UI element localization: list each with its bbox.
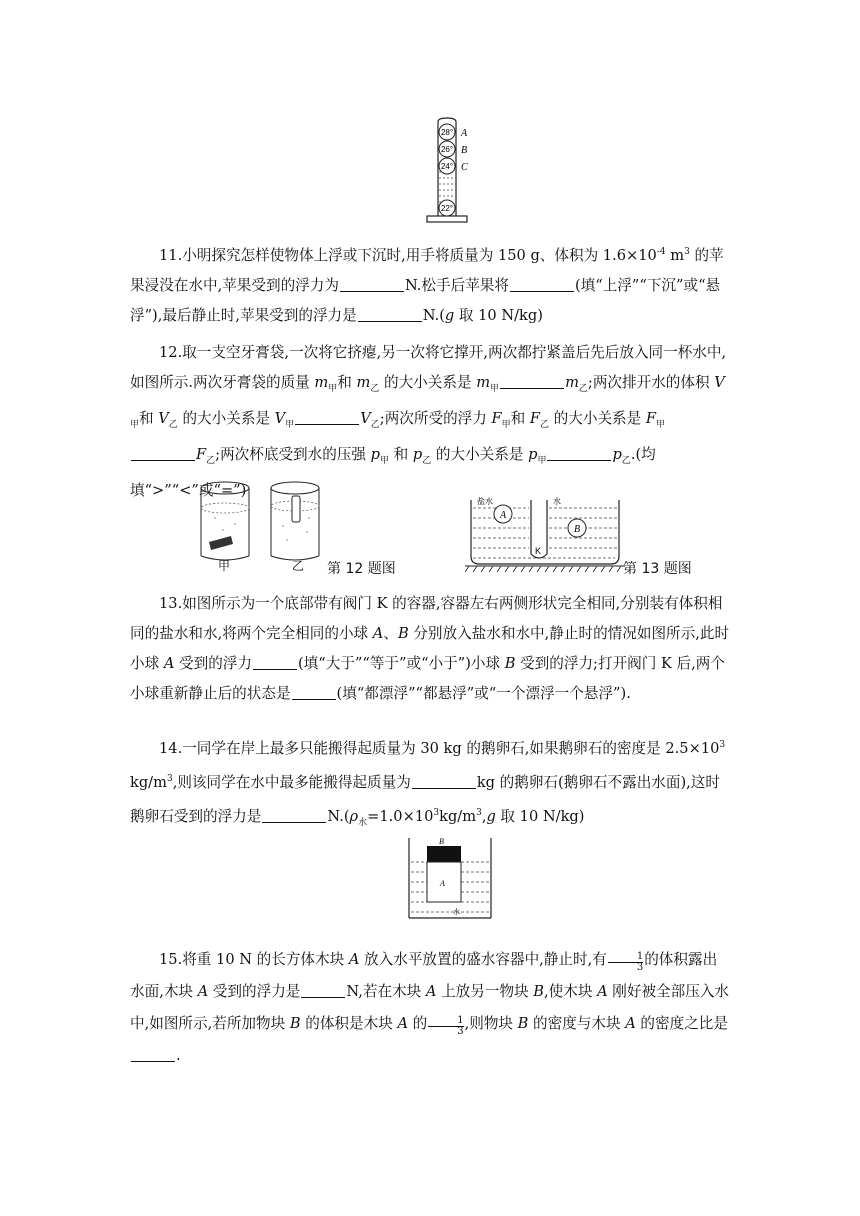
question-12: 12.取一支空牙膏袋,一次将它挤瘪,另一次将它撑开,两次都拧紧盖后先后放入同一杯水中,如图所示.两次牙膏袋的质量 $m_甲$和 $m_乙$ 的大小关系是 $m_甲$ $m_乙$;两次排开水的体积 $V_甲$和 $V_乙$ 的大小关系是 $V_甲$ $V_乙$;两次所受的浮力 $F_甲$和 $F_乙$ 的大小关系是 $F_甲F_乙$;两次杯底受到水的压强 $p_甲$ 和 $p_乙$ 的大小关系是 $p_甲$ $p_乙$.(均填“>”“<”或“=”) [130, 344, 727, 499]
cylinder-letter-b: B [461, 145, 468, 156]
cylinder-label-28: 28° [440, 128, 454, 137]
cylinder-label-26: 26° [440, 145, 454, 154]
block-in-water-figure [405, 834, 495, 922]
figure-caption-12: 第 12 题图 [327, 561, 396, 577]
salt-water-label: 盐水 [477, 497, 493, 506]
block-b-label: B [439, 837, 444, 846]
question-15: 15.将重 10 N 的长方体木块 A 放入水平放置的盛水容器中,静止时,有 $\frac{1}{3}$ 的体积露出水面,木块 A 受到的浮力是 N,若在木块 A 上放另一物块 B,使木块 A 刚好被全部压入水中,如图所示,若所加物块 B 的体积是木块 A 的 $\frac{1}{3}$ ,则物块 B 的密度与木块 A 的密度之比是. [130, 951, 730, 1064]
question-11: 11.小明探究怎样使物体上浮或下沉时,用手将质量为 150 g、体积为 $1.6\times 10^{-4}$ $m^3$ 的苹果浸没在水中,苹果受到的浮力为 N.松手后苹果将 (填“上浮”“下沉”或“悬浮”),最后静止时,苹果受到的浮力是 N.(g 取 10 N/kg) [130, 246, 724, 324]
water-label: 水 [553, 497, 561, 506]
figure-caption-13: 第 13 题图 [623, 561, 692, 577]
answer-blank-11b[interactable] [510, 277, 574, 292]
question-14: 14.一同学在岸上最多只能搬得起质量为 30 kg 的鹅卵石,如果鹅卵石的密度是 $2.5\times 10^3$ $kg/m^3$,则该同学在水中最多能搬得起质量为 kg 的鹅卵石(鹅卵石不露出水面),这时鹅卵石受到的浮力是 $N.(\rho_水=1.0\times 10^3kg/m^3,g$ 取 10 N/kg) [130, 739, 726, 828]
connected-container-figure [465, 494, 625, 576]
cylinder-letter-c: C [461, 162, 468, 173]
fraction-one-third-2: $\frac{1}{3}$ [428, 1016, 463, 1037]
valve-label: K [535, 546, 542, 556]
answer-blank-12b[interactable] [295, 410, 359, 425]
answer-blank-13b[interactable] [292, 685, 336, 700]
ball-b-label: B [573, 524, 581, 535]
answer-blank-12d[interactable] [547, 446, 611, 461]
cylinder-letter-a: A [461, 128, 468, 139]
answer-blank-14a[interactable] [412, 774, 476, 789]
answer-blank-11c[interactable] [358, 307, 422, 322]
water-label-15: 水 [453, 908, 460, 916]
figure-label-jia: 甲 [218, 559, 231, 573]
answer-blank-14b[interactable] [262, 808, 326, 823]
answer-blank-15b[interactable] [131, 1047, 175, 1062]
cylinder-label-24: 24° [440, 162, 454, 171]
cylinder-label-22: 22° [440, 204, 454, 213]
answer-blank-12c[interactable] [131, 446, 195, 461]
fraction-one-third: $\frac{1}{3}$ [608, 952, 643, 973]
toothpaste-beakers-figure [195, 478, 325, 576]
block-a-label: A [440, 879, 445, 888]
ball-a-label: A [499, 510, 507, 521]
answer-blank-13a[interactable] [253, 655, 297, 670]
question-13: 13.如图所示为一个底部带有阀门 K 的容器,容器左右两侧形状完全相同,分别装有体积相同的盐水和水,将两个完全相同的小球 A、B 分别放入盐水和水中,静止时的情况如图所示,此时小球 A 受到的浮力 (填“大于”“等于”或“小于”)小球 B 受到的浮力;打开阀门 K 后,两个小球重新静止后的状态是 (填“都漂浮”“都悬浮”或“一个漂浮一个悬浮”). [130, 595, 730, 702]
answer-blank-12a[interactable] [500, 374, 564, 389]
figure-label-yi: 乙 [292, 559, 305, 573]
answer-blank-11a[interactable] [340, 277, 404, 292]
answer-blank-15a[interactable] [301, 983, 345, 998]
graduated-cylinder-figure [405, 116, 485, 228]
